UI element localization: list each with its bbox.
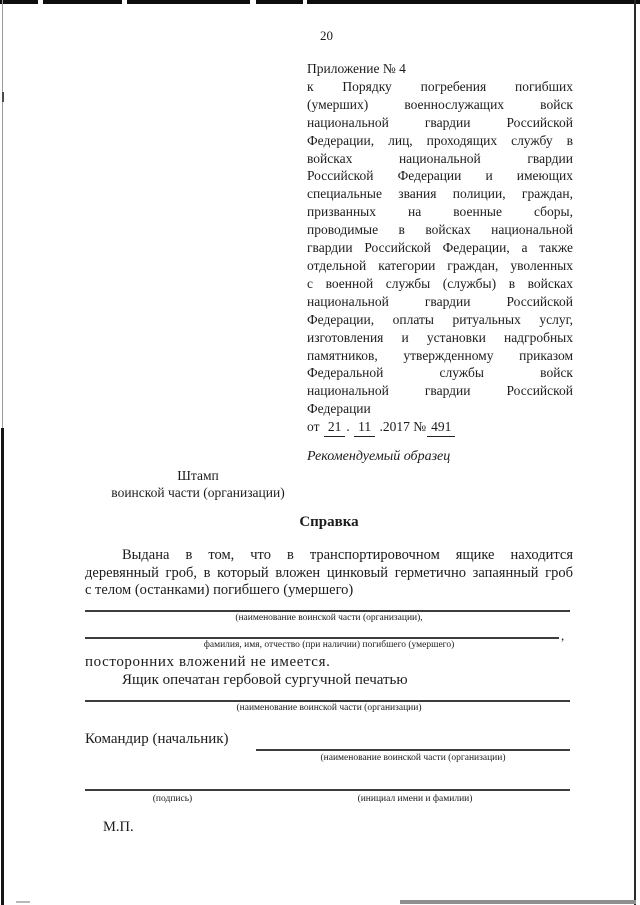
stamp-line-2: воинской части (организации) — [111, 484, 285, 500]
scan-right-edge — [634, 0, 636, 905]
order-date-line — [307, 418, 573, 437]
sealed-statement: Ящик опечатан гербовой сургучной печатью — [122, 672, 408, 688]
scan-bottom-edge-mark — [16, 901, 30, 903]
deceased-name-blank-line — [85, 637, 559, 639]
appendix-line: к Порядку погребения погибших — [307, 78, 573, 94]
blank-line-trailing-comma: , — [561, 628, 565, 643]
commander-unit-caption: (наименование воинской части (организации) — [320, 753, 506, 763]
order-number-blank: 491 — [427, 418, 455, 437]
certificate-title: Справка — [299, 514, 359, 530]
scan-top-edge-gap — [250, 0, 256, 4]
unit-stamp-block — [88, 468, 308, 501]
numero-sign: № — [413, 419, 427, 435]
stamp-line-1: Штамп — [177, 468, 219, 483]
scan-top-edge-gap — [303, 0, 307, 4]
signature-caption: (подпись) — [152, 794, 193, 804]
scan-top-edge-gap — [122, 0, 127, 4]
certificate-body-line: деревянный гроб, в который вложен цинковый герметично запаянный гроб — [85, 564, 573, 581]
page-number: 20 — [320, 28, 333, 43]
certificate-body-line: с телом (останками) погибшего (умершего) — [85, 582, 354, 599]
scan-top-edge — [0, 0, 640, 4]
commander-label: Командир (начальник) — [85, 731, 229, 747]
scan-top-edge-gap — [38, 0, 43, 4]
appendix-line: гвардии Российской Федерации, а также — [307, 240, 573, 256]
commander-unit-blank-line — [256, 749, 570, 751]
appendix-line: с военной службы (службы) в войсках — [307, 275, 573, 291]
order-month-blank: 11 — [354, 418, 375, 437]
appendix-line: призванных на военные сборы, — [307, 204, 573, 220]
scan-left-edge-lower — [1, 428, 4, 905]
deceased-name-caption: фамилия, имя, отчество (при наличии) погибшего (умершего) — [203, 640, 455, 650]
order-day-blank: 21 — [324, 418, 346, 437]
scan-left-edge-upper — [2, 0, 3, 428]
seal-place-mark: М.П. — [103, 819, 134, 835]
no-inclusions-statement: посторонних вложений не имеется. — [85, 654, 331, 670]
recommended-sample-note: Рекомендуемый образец — [307, 449, 451, 464]
unit-name-blank-line — [85, 610, 570, 612]
signature-blank-line — [85, 789, 570, 791]
seal-unit-name-caption: (наименование воинской части (организации) — [236, 703, 422, 713]
appendix-line: изготовления и установки надгробных — [307, 329, 573, 345]
appendix-line: национальной гвардии Российской — [307, 293, 573, 309]
certificate-body-line: Выдана в том, что в транспортировочном ящике находится — [122, 547, 573, 563]
date-prefix: от — [307, 419, 320, 435]
appendix-line: Федерации — [307, 401, 371, 417]
appendix-line: национальной гвардии Российской — [307, 383, 573, 399]
appendix-line: отдельной категории граждан, уволенных — [307, 257, 573, 273]
certificate-body — [85, 547, 573, 600]
appendix-line: специальные звания полиции, граждан, — [307, 186, 573, 202]
seal-unit-name-blank-line — [85, 700, 570, 702]
appendix-line: национальной гвардии Российской — [307, 114, 573, 130]
appendix-line: проводимые в войсках национальной — [307, 222, 573, 238]
appendix-line: Федеральной службы войск — [307, 365, 573, 381]
appendix-line: (умерших) военнослужащих войск — [307, 96, 573, 112]
appendix-line: Федерации, лиц, проходящих службу в — [307, 132, 573, 148]
date-dot: . — [346, 419, 350, 435]
scan-bottom-edge — [400, 900, 636, 904]
appendix-heading-block — [307, 60, 573, 437]
initials-caption: (инициал имени и фамилии) — [357, 794, 473, 804]
appendix-line: памятников, утвержденному приказом — [307, 347, 573, 363]
appendix-line: Федерации, оплаты ритуальных услуг, — [307, 311, 573, 327]
date-year: .2017 — [379, 419, 410, 435]
appendix-line: Приложение № 4 — [307, 61, 406, 76]
appendix-line: Российской Федерации и имеющих — [307, 168, 573, 184]
scan-left-edge-mark — [2, 92, 4, 102]
unit-name-caption: (наименование воинской части (организации), — [235, 613, 423, 623]
appendix-line: войсках национальной гвардии — [307, 150, 573, 166]
